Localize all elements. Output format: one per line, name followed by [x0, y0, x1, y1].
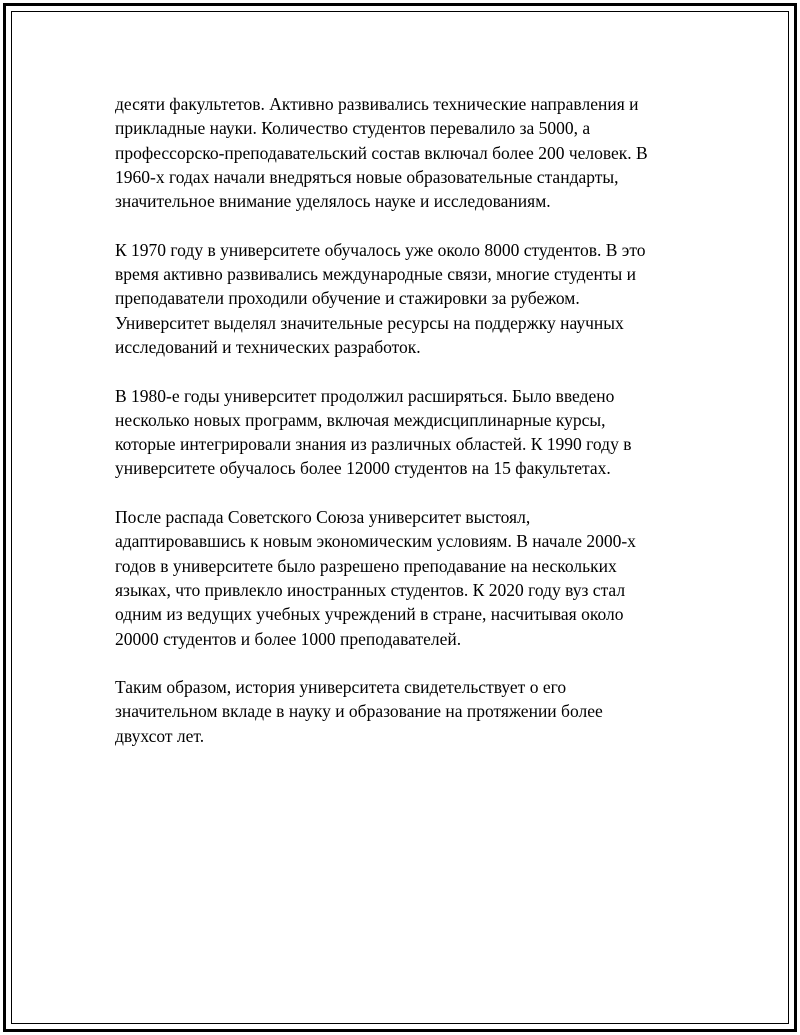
text-line: преподаватели проходили обучение и стажировки за рубежом. [115, 288, 580, 309]
text-line: Университет выделял значительные ресурсы на поддержку научных [115, 312, 624, 333]
paragraph-5 [115, 675, 685, 748]
text-line: адаптировавшись к новым экономическим условиям. В начале 2000-х [115, 531, 636, 552]
text-line: К 1970 году в университете обучалось уже около 8000 студентов. В это [115, 239, 646, 260]
text-line: прикладные науки. Количество студентов перевалило за 5000, а [115, 118, 591, 139]
text-line: языках, что привлекло иностранных студентов. К 2020 году вуз стал [115, 579, 626, 600]
document-body [115, 92, 685, 772]
paragraph-4 [115, 505, 685, 651]
text-line: значительном вкладе в науку и образование на протяжении более [115, 701, 603, 722]
paragraph-2 [115, 238, 685, 359]
text-line: десяти факультетов. Активно развивались технические направления и [115, 94, 639, 114]
text-line: время активно развивались международные связи, многие студенты и [115, 264, 636, 285]
paragraph-3 [115, 384, 685, 481]
text-line: Таким образом, история университета свидетельствует о его [115, 677, 567, 698]
text-line: годов в университете было разрешено преподавание на нескольких [115, 555, 617, 576]
text-line: университете обучалось более 12000 студентов на 15 факультетах. [115, 458, 611, 479]
text-line: профессорско-преподавательский состав включал более 200 человек. В [115, 142, 648, 163]
text-line: исследований и технических разработок. [115, 336, 421, 357]
text-line: После распада Советского Союза университет выстоял, [115, 507, 531, 528]
text-line: которые интегрировали знания из различных областей. К 1990 году в [115, 434, 632, 455]
paragraph-1 [115, 92, 685, 213]
text-line: значительное внимание уделялось науке и исследованиям. [115, 191, 551, 212]
text-line: двухсот лет. [115, 725, 205, 746]
text-line: несколько новых программ, включая междисциплинарные курсы, [115, 409, 606, 430]
text-line: 20000 студентов и более 1000 преподавателей. [115, 628, 462, 649]
text-line: 1960-х годах начали внедряться новые образовательные стандарты, [115, 166, 619, 187]
text-line: В 1980-е годы университет продолжил расширяться. Было введено [115, 385, 615, 406]
text-line: одним из ведущих учебных учреждений в стране, насчитывая около [115, 604, 624, 625]
